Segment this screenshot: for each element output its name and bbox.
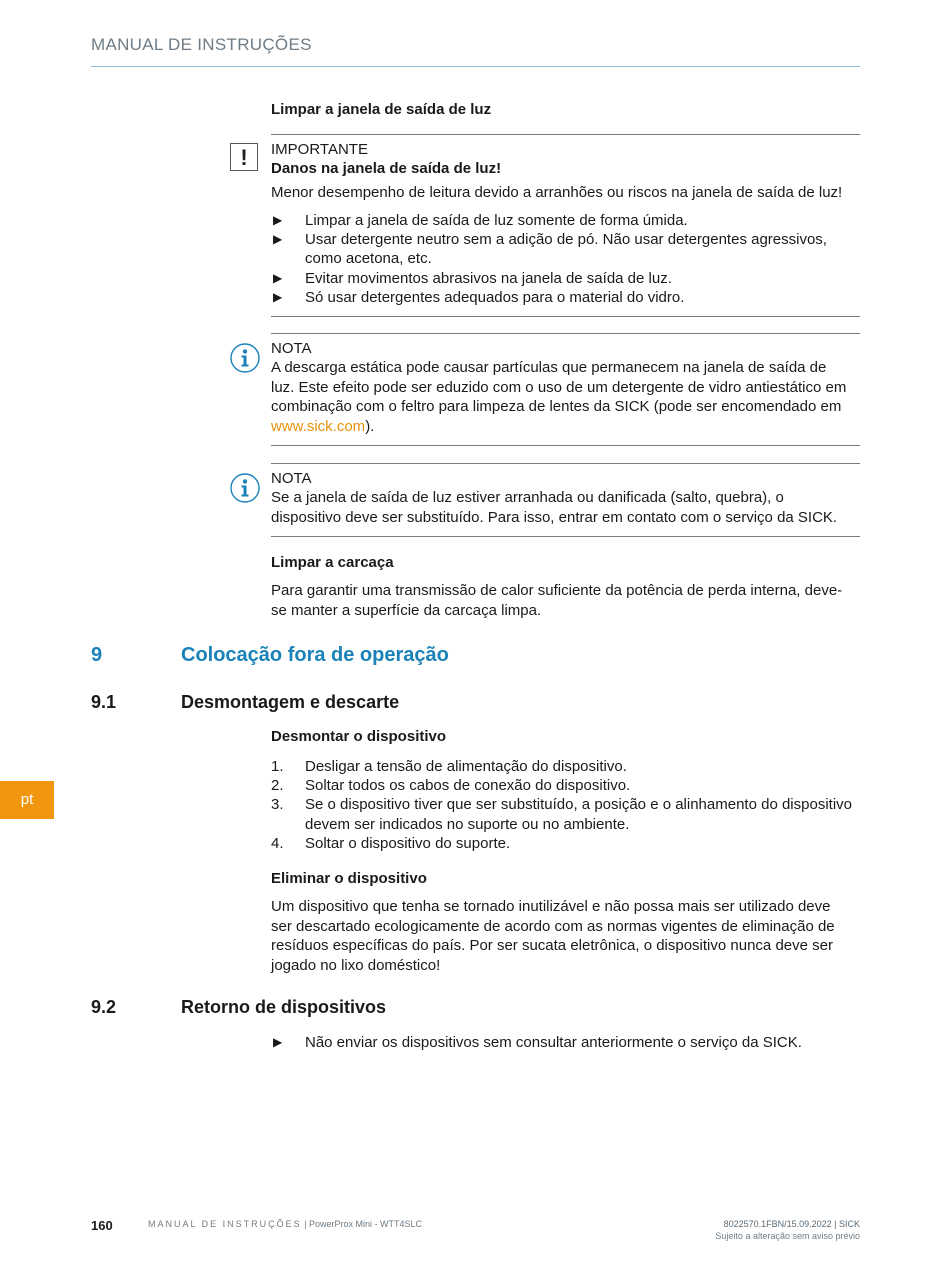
list-item: ▶ Não enviar os dispositivos sem consultar anteriormente o serviço da SICK.	[273, 1034, 802, 1051]
footer-product: PowerProx Mini - WTT4SLC	[309, 1219, 423, 1229]
note1-text: A descarga estática pode causar partículas que permanecem na janela de saída de luz. Este efeito pode ser eduzido com o uso de um detergente de vidro antiestático em combinação com o feltro para limpeza de lentes da SICK (pode ser encomendado em www.sick.com).	[271, 359, 847, 435]
note1-label: NOTA	[271, 340, 312, 357]
footer-document-title: MANUAL DE INSTRUÇÕES | PowerProx Mini - WTT4SLC	[148, 1219, 423, 1229]
section-number: 9.1	[91, 692, 117, 712]
list-item: 3. Se o dispositivo tiver que ser substituído, a posição e o alinhamento do dispositivo devem ser indicados no suporte ou no ambiente.	[271, 796, 852, 833]
page-number: 160	[91, 1218, 113, 1233]
list-item: 4. Soltar o dispositivo do suporte.	[271, 834, 511, 852]
page-header-title: MANUAL DE INSTRUÇÕES	[91, 35, 312, 54]
note1-bottom-rule	[271, 445, 860, 446]
section-number: 9.2	[91, 997, 117, 1017]
sick-website-link[interactable]: www.sick.com	[271, 417, 366, 435]
important-subtitle: Danos na janela de saída de luz!	[271, 160, 502, 177]
dispose-text: Um dispositivo que tenha se tornado inutilizável e não possa mais ser utilizado deve ser descartado ecologicamente de acordo com as normas vigentes de eliminação de resíduos específicas do país. Por ser sucata eletrônica, o dispositivo nunca deve ser jogado no lixo doméstico!	[271, 898, 835, 974]
bullet-triangle-icon: ▶	[273, 232, 283, 247]
note1-top-rule	[271, 333, 860, 334]
note2-label: NOTA	[271, 470, 312, 487]
list-item: 1. Desligar a tensão de alimentação do dispositivo.	[271, 758, 627, 775]
list-item: ▶ Evitar movimentos abrasivos na janela de saída de luz.	[273, 269, 672, 287]
bullet-triangle-icon: ▶	[273, 289, 283, 304]
footer-note: Sujeito a alteração sem aviso prévio	[715, 1231, 860, 1241]
dismount-heading: Desmontar o dispositivo	[271, 728, 447, 745]
bullet-triangle-icon: ▶	[273, 213, 283, 227]
note2-text: Se a janela de saída de luz estiver arranhada ou danificada (salto, quebra), o dispositivo deve ser substituído. Para isso, entrar em contato com o serviço da SICK.	[271, 489, 838, 526]
bullet-triangle-icon: ▶	[273, 1035, 283, 1049]
chapter-title: Colocação fora de operação	[181, 644, 449, 666]
clean-window-heading: Limpar a janela de saída de luz	[271, 101, 492, 118]
note2-bottom-rule	[271, 536, 860, 537]
list-item: ▶ Limpar a janela de saída de luz somente de forma úmida.	[273, 212, 688, 229]
clean-housing-text: Para garantir uma transmissão de calor suficiente da potência de perda interna, deve-se manter a superfície da carcaça limpa.	[271, 582, 843, 619]
clean-housing-heading: Limpar a carcaça	[271, 554, 394, 571]
section-title: Retorno de dispositivos	[181, 997, 387, 1017]
language-tab: pt	[0, 781, 54, 819]
note2-top-rule	[271, 463, 860, 464]
list-item: ▶ Usar detergente neutro sem a adição de pó. Não usar detergentes agressivos, como acetona, etc.	[273, 231, 827, 268]
header-divider	[91, 66, 860, 67]
important-top-rule	[271, 134, 860, 135]
chapter-number: 9	[91, 644, 103, 666]
important-bullet-list	[271, 211, 860, 307]
return-bullet-list	[271, 1033, 860, 1052]
footer-reference: 8022570.1FBN/15.09.2022 | SICK Sujeito a alteração sem aviso prévio	[715, 1219, 860, 1241]
important-bottom-rule	[271, 316, 860, 317]
important-label: IMPORTANTE	[271, 141, 368, 158]
section-title: Desmontagem e descarte	[181, 692, 400, 712]
dispose-heading: Eliminar o dispositivo	[271, 870, 427, 887]
list-item: ▶ Só usar detergentes adequados para o material do vidro.	[273, 288, 685, 306]
exclamation-icon: !	[230, 143, 258, 171]
important-text: Menor desempenho de leitura devido a arranhões ou riscos na janela de saída de luz!	[271, 184, 843, 201]
dismount-steps-list	[271, 757, 860, 853]
info-icon	[230, 473, 260, 503]
info-icon	[230, 343, 260, 373]
bullet-triangle-icon: ▶	[273, 270, 283, 285]
list-item: 2. Soltar todos os cabos de conexão do dispositivo.	[271, 777, 631, 795]
